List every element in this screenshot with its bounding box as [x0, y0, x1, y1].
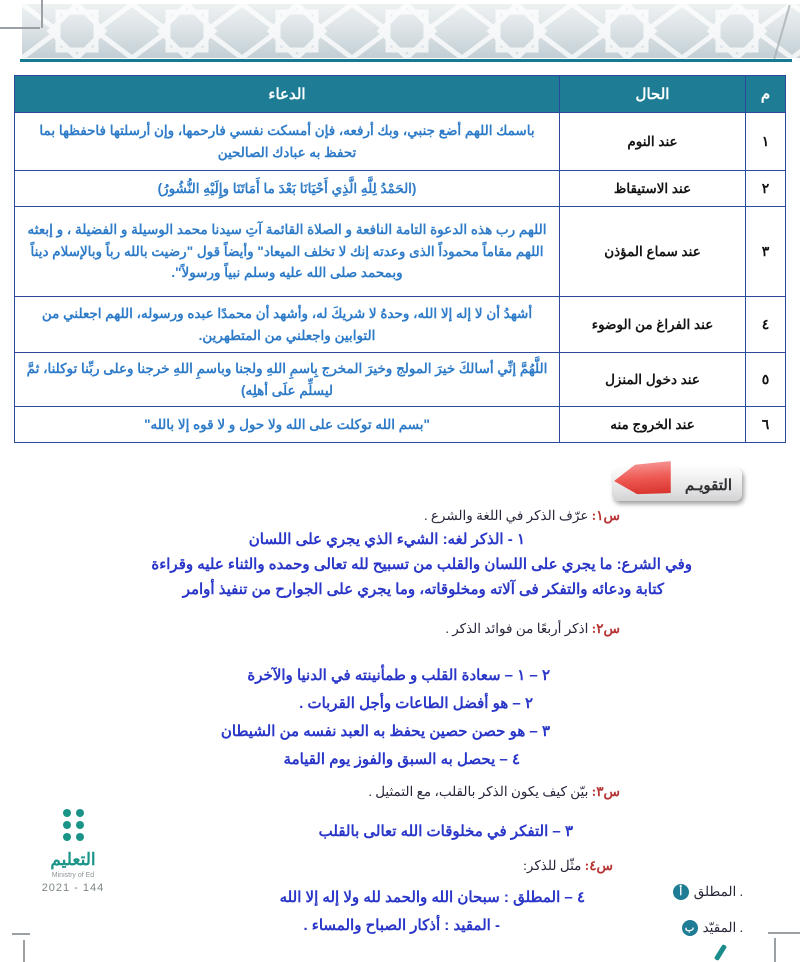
ministry-of-education-logo — [34, 804, 112, 894]
duas-table — [14, 75, 786, 443]
situation-cell: عند دخول المنزل — [560, 353, 746, 407]
situation-cell: عند سماع المؤذن — [560, 207, 746, 297]
question-1 — [424, 508, 620, 524]
logo-arabic-wordmark: التعليم — [50, 850, 96, 869]
situation-cell: عند الخروج منه — [560, 407, 746, 443]
answer-2-line-1: ٢ – ١ – سعادة القلب و طمأنينته في الدنيا والآخرة — [247, 667, 550, 684]
answer-2-line-3: ٣ – هو حصن حصين يحفظ به العبد نفسه من الشيطان — [220, 723, 550, 740]
table-row — [15, 353, 786, 407]
option-a-letter-badge: أ — [673, 884, 689, 900]
question-4-text: مثّل للذكر: — [523, 858, 582, 873]
header-pattern-band — [22, 4, 800, 58]
corner-mark — [774, 938, 776, 962]
question-3 — [368, 784, 620, 800]
red-bookmark-arrow-icon — [613, 461, 673, 497]
table-row — [15, 171, 786, 207]
row-number: ١ — [746, 113, 786, 171]
evaluation-badge-label: التقويـم — [684, 476, 732, 494]
scan-edge-line — [41, 0, 43, 28]
dua-cell: (الحَمْدُ لِلَّهِ الَّذِي أَحْيَانَا بَعْدَ ما أَمَاتَنَا وإِلَيْهِ النُّشُورُ) — [15, 171, 560, 207]
teal-divider-line — [20, 59, 792, 62]
answer-3-line-1: ٣ – التفكر في مخلوقات الله تعالى بالقلب — [318, 823, 573, 840]
question-1-number: س١: — [591, 508, 620, 523]
situation-cell: عند الفراغ من الوضوء — [560, 297, 746, 353]
dua-cell: أشهدُ أن لا إله إلا الله، وحدهُ لا شريكَ له، وأشهد أن محمدًا عبده ورسوله، اللهم اجعلني من التوابين واجعلني من المتطهرين. — [15, 297, 560, 353]
row-number: ٥ — [746, 353, 786, 407]
logo-dots-icon — [63, 809, 84, 841]
option-row-b — [682, 920, 743, 936]
logo-english-wordmark: Ministry of Ed — [51, 872, 95, 879]
row-number: ٤ — [746, 297, 786, 353]
pen-tip-icon — [714, 944, 727, 961]
row-number: ٢ — [746, 171, 786, 207]
answer-1-line-1: ١ - الذكر لغه: الشيء الذي يجري على اللسان — [248, 531, 525, 548]
dua-cell: باسمك اللهم أضع جنبي، وبك أرفعه، فإن أمسكت نفسي فارحمها، وإن أرسلتها فاحفظها بما تحفظ به عبادك الصالحين — [15, 113, 560, 171]
row-number: ٦ — [746, 407, 786, 443]
question-2-text: اذكر أربعًا من فوائد الذكر . — [445, 621, 589, 636]
question-4 — [523, 858, 613, 874]
edition-number: 2021 - 144 — [41, 882, 105, 894]
scan-edge-line — [0, 27, 40, 29]
answer-2-line-2: ٢ – هو أفضل الطاعات وأجل القربات . — [299, 695, 533, 712]
answer-2-line-4: ٤ – يحصل به السبق والفوز يوم القيامة — [283, 751, 520, 768]
header-num: م — [746, 76, 786, 113]
question-2-number: س٢: — [591, 621, 620, 636]
corner-mark — [768, 932, 800, 934]
geometric-star-pattern — [22, 4, 800, 58]
table-row — [15, 407, 786, 443]
row-number: ٣ — [746, 207, 786, 297]
question-3-text: بيّن كيف يكون الذكر بالقلب، مع التمثيل . — [368, 784, 589, 799]
corner-mark — [23, 940, 25, 962]
answer-1-line-3: كتابة ودعائه والتفكر فى آلاته ومخلوقاته، وما يجري على الجوارح من تنفيذ أوامر — [182, 581, 664, 598]
situation-cell: عند النوم — [560, 113, 746, 171]
situation-cell: عند الاستيقاظ — [560, 171, 746, 207]
answer-4-line-1: ٤ – المطلق : سبحان الله والحمد لله ولا إله إلا الله — [279, 889, 585, 906]
answer-4-line-2: - المقيد : أذكار الصباح والمساء . — [303, 917, 500, 934]
dua-cell: اللهم رب هذه الدعوة التامة النافعة و الصلاة القائمة آتِ سيدنا محمد الوسيلة و الفضيلة ، و إبعثه اللهم مقاماً محموداً الذى وعدته إنك لا تخلف الميعاد" وأيضاً قول "رضيت بالله رباً وبالإسلام ديناً وبمحمد صلى الله عليه وسلم نبياً ورسولاً". — [15, 207, 560, 297]
header-dua: الدعاء — [15, 76, 560, 113]
table-row — [15, 207, 786, 297]
option-a-label: المطلق . — [693, 884, 743, 899]
dua-cell: "بسم الله توكلت على الله ولا حول و لا قوه إلا بالله" — [15, 407, 560, 443]
dua-cell: اللَّهُمَّ إنِّي أسالكَ خيرَ المولج وخيرَ المخرج بِاسمِ اللهِ ولجنا وباسمِ اللهِ خرجنا وعلى ربِّنا توكلنا، ثمَّ ليسلِّم علَى أهلِه) — [15, 353, 560, 407]
question-1-text: عرّف الذكر في اللغة والشرع . — [424, 508, 589, 523]
table-header-row — [15, 76, 786, 113]
question-2 — [445, 621, 620, 637]
corner-mark — [12, 933, 30, 935]
answer-1-line-2: وفي الشرع: ما يجري على اللسان والقلب من تسبيح لله تعالى وحمده والثناء عليه وقراءة — [151, 556, 692, 573]
header-situation: الحال — [560, 76, 746, 113]
table-row — [15, 113, 786, 171]
option-row-a — [673, 884, 743, 900]
option-b-letter-badge: ب — [682, 920, 698, 936]
option-b-label: المقيّد . — [702, 920, 743, 935]
evaluation-badge — [612, 468, 742, 501]
question-4-number: س٤: — [584, 858, 613, 873]
question-3-number: س٣: — [591, 784, 620, 799]
table-row — [15, 297, 786, 353]
